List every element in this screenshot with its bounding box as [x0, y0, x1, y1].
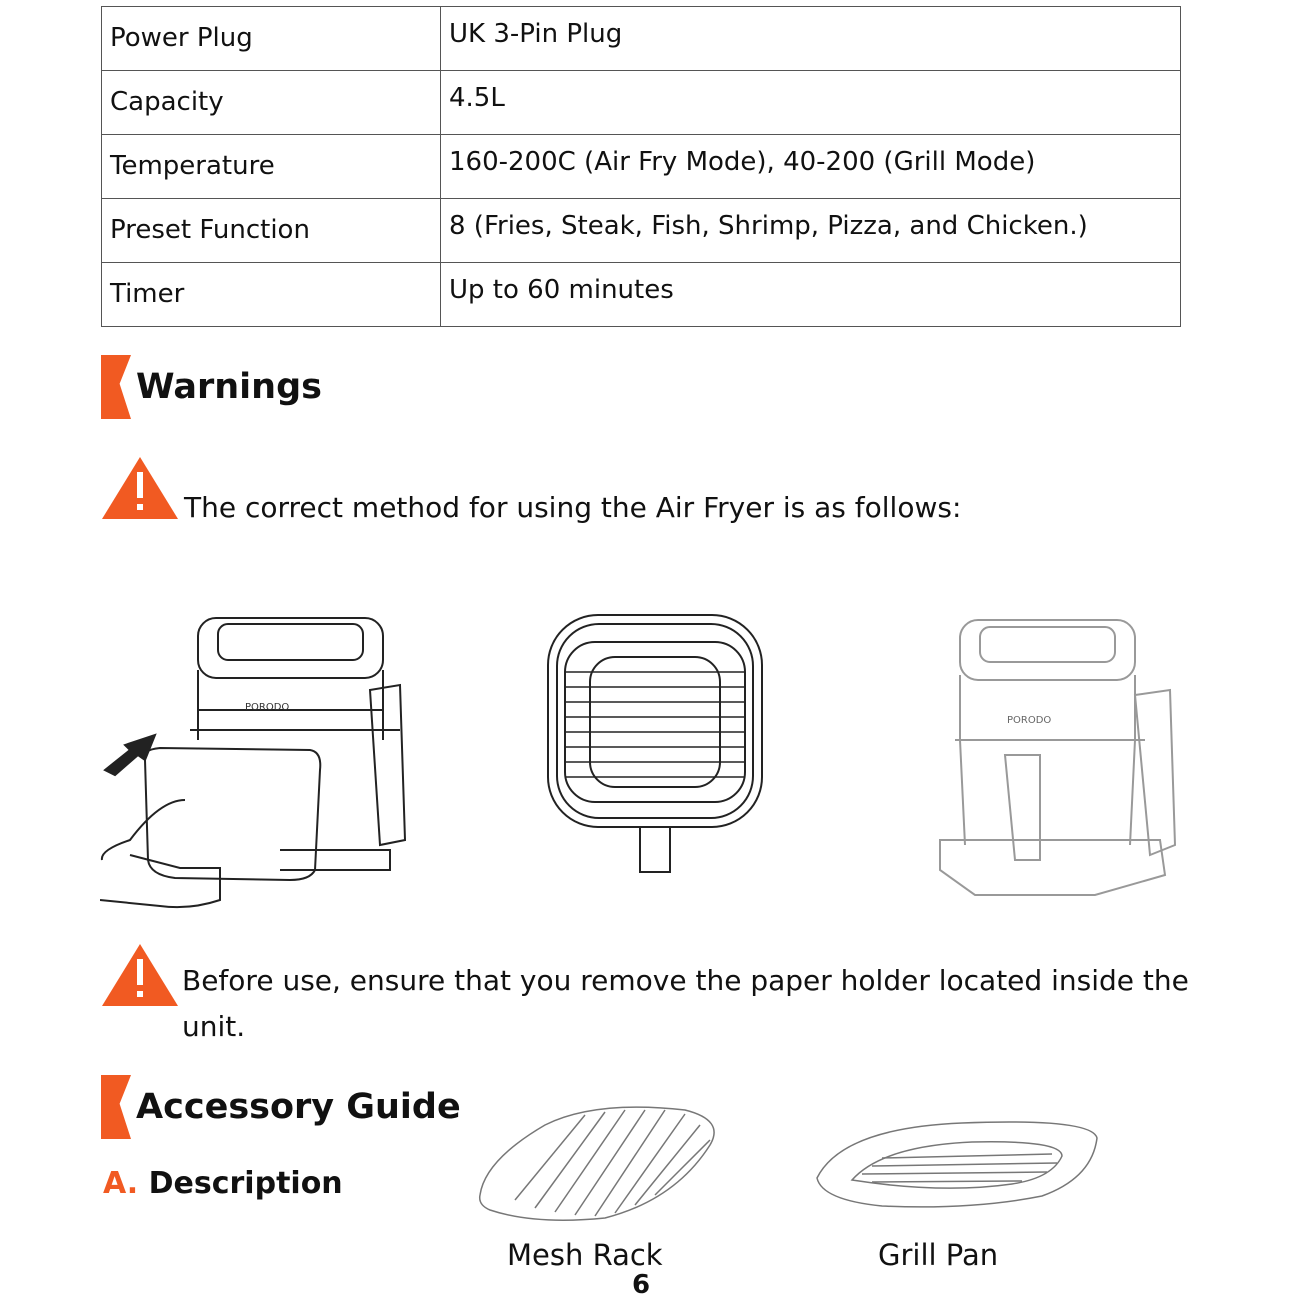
spec-table: [101, 6, 1181, 327]
warnings-title: Warnings: [136, 367, 322, 407]
brand-logo-2: PORODO: [1007, 715, 1052, 726]
spec-label: Temperature: [102, 135, 441, 198]
air-fryer-top-view-illustration: [545, 612, 765, 877]
warning-note-2: [101, 943, 179, 1007]
spec-row: [102, 71, 1181, 135]
grill-pan-illustration: [812, 1118, 1102, 1213]
spec-row: [102, 263, 1181, 327]
brand-logo: PORODO: [245, 702, 290, 713]
air-fryer-assembled-illustration: [935, 615, 1180, 900]
page-number: 6: [632, 1270, 651, 1300]
warning-text-1: The correct method for using the Air Fryer is as follows:: [184, 491, 962, 524]
spec-label: Power Plug: [102, 7, 441, 70]
warning-text-2-line2: unit.: [182, 1010, 246, 1043]
description-subheading: [103, 1166, 343, 1201]
spec-value: UK 3-Pin Plug: [441, 7, 1181, 70]
spec-label: Capacity: [102, 71, 441, 134]
spec-value: 4.5L: [441, 71, 1181, 134]
warning-text-2-line1: Before use, ensure that you remove the paper holder located inside the: [182, 964, 1189, 997]
mesh-rack-caption: Mesh Rack: [507, 1238, 663, 1272]
warning-text-2: [182, 958, 1189, 1050]
spec-row: [102, 135, 1181, 199]
air-fryer-basket-removal-illustration: [100, 610, 420, 910]
accessory-heading: [101, 1075, 461, 1139]
warnings-heading: [101, 355, 322, 419]
subheading-title: Description: [148, 1166, 343, 1201]
section-flag-icon: [101, 1075, 131, 1139]
warning-triangle-icon: [101, 456, 179, 520]
accessory-title: Accessory Guide: [136, 1087, 461, 1127]
spec-value: 160-200C (Air Fry Mode), 40-200 (Grill Mode): [441, 135, 1181, 198]
warning-note-1: [101, 456, 179, 520]
spec-value: Up to 60 minutes: [441, 263, 1181, 326]
mesh-rack-illustration: [475, 1100, 725, 1230]
warning-triangle-icon: [101, 943, 179, 1007]
spec-value: 8 (Fries, Steak, Fish, Shrimp, Pizza, and Chicken.): [441, 199, 1181, 262]
spec-row: [102, 199, 1181, 263]
spec-label: Preset Function: [102, 199, 441, 262]
subheading-letter: A.: [103, 1166, 139, 1201]
spec-row: [102, 7, 1181, 71]
spec-label: Timer: [102, 263, 441, 326]
section-flag-icon: [101, 355, 131, 419]
grill-pan-caption: Grill Pan: [878, 1238, 999, 1272]
